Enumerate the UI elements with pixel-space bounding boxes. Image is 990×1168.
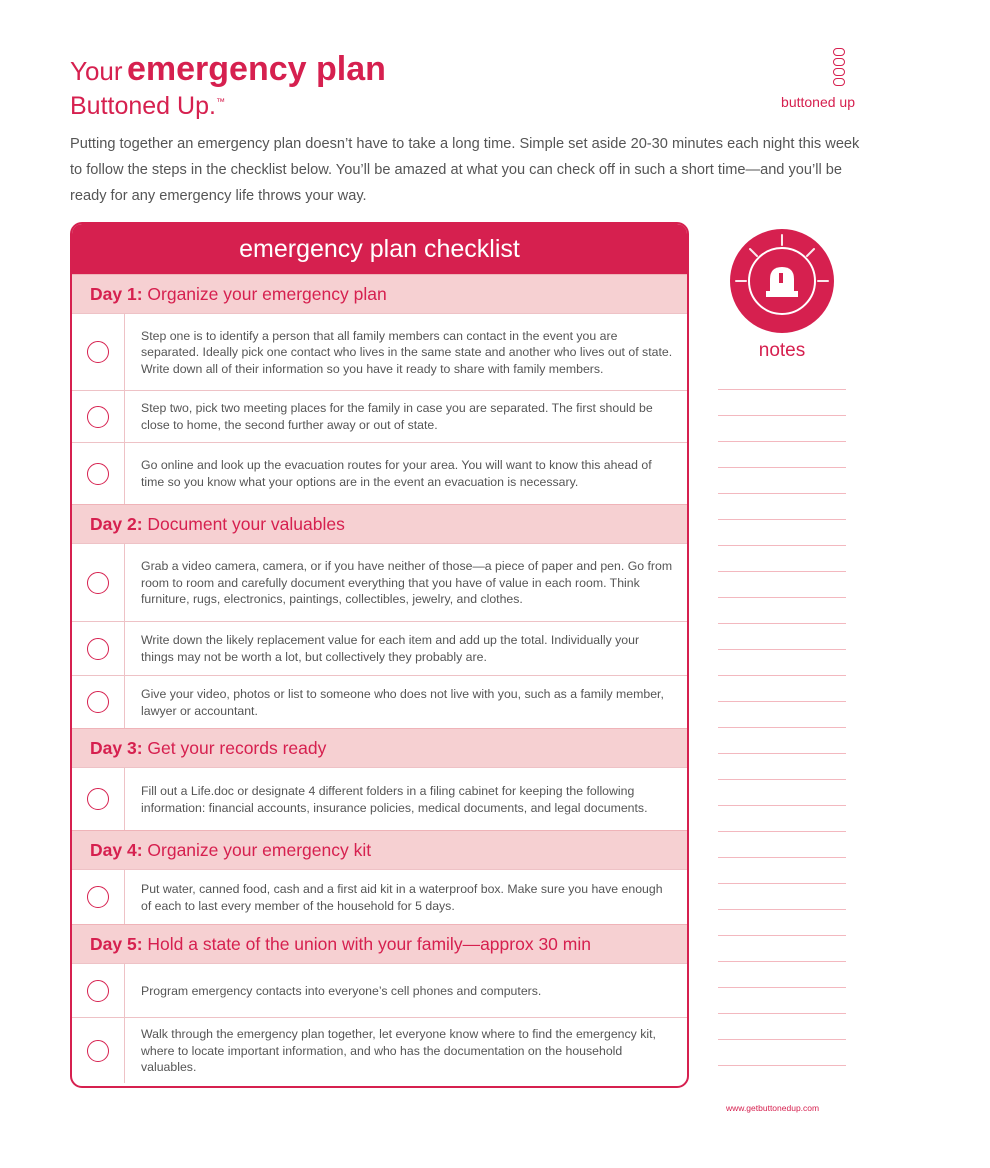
day-4-header (72, 830, 687, 869)
note-line[interactable] (718, 467, 846, 468)
checklist-item (72, 543, 687, 621)
checklist-item (72, 313, 687, 390)
day-3-header (72, 728, 687, 767)
note-line[interactable] (718, 701, 846, 702)
checkbox-circle[interactable] (87, 463, 109, 485)
intro-paragraph: Putting together an emergency plan doesn’t have to take a long time. Simple set aside 20-30 minutes each night this week to follow the steps in the checklist below. You’ll be amazed at what you can check off in such a short time—and you’ll be ready for any emergency life throws your way. (70, 136, 860, 204)
item-text: Go online and look up the evacuation routes for your area. You will want to know this ahead of time so you know what your options are in the event an evacuation is necessary. (141, 458, 652, 489)
checklist-item (72, 1017, 687, 1083)
checklist-item (72, 963, 687, 1017)
checklist-item (72, 390, 687, 442)
item-text: Program emergency contacts into everyone’s cell phones and computers. (141, 983, 542, 998)
item-text: Give your video, photos or list to someone who does not live with you, such as a family member, lawyer or accountant. (141, 686, 664, 718)
day-3-label: Day 3: (90, 738, 143, 758)
note-line[interactable] (718, 987, 846, 988)
item-text: Put water, canned food, cash and a first aid kit in a waterproof box. Make sure you have enough of each to last every member of the household for 5 days. (141, 881, 663, 913)
checkbox-circle[interactable] (87, 341, 109, 363)
note-line[interactable] (718, 545, 846, 546)
item-text: Fill out a Life.doc or designate 4 different folders in a filing cabinet for keeping the following information: financial accounts, insurance policies, medical documents, and legal documents. (141, 783, 648, 815)
day-1-header (72, 274, 687, 313)
note-line[interactable] (718, 389, 846, 390)
checklist-item (72, 675, 687, 728)
checkbox-circle[interactable] (87, 980, 109, 1002)
day-4-label: Day 4: (90, 840, 143, 860)
note-line[interactable] (718, 441, 846, 442)
day-2-title: Document your valuables (147, 514, 345, 534)
note-line[interactable] (718, 1013, 846, 1014)
note-line[interactable] (718, 675, 846, 676)
note-line[interactable] (718, 415, 846, 416)
emergency-siren-icon (730, 229, 834, 333)
checkbox-circle[interactable] (87, 691, 109, 713)
title-main: emergency plan (127, 50, 386, 88)
day-5-label: Day 5: (90, 934, 143, 954)
page-subtitle (70, 92, 225, 121)
checkbox-circle[interactable] (87, 1040, 109, 1062)
note-line[interactable] (718, 753, 846, 754)
trademark-mark: ™ (215, 96, 225, 107)
checkbox-circle[interactable] (87, 788, 109, 810)
note-line[interactable] (718, 571, 846, 572)
checklist-item (72, 767, 687, 830)
item-text: Grab a video camera, camera, or if you have neither of those—a piece of paper and pen. Go from room to room and carefully document everything that you have of value in each room. Think furniture, rugs, electronics, paintings, collectibles, jewelry, and clothes. (141, 559, 673, 607)
notes-label: notes (758, 340, 806, 361)
note-line[interactable] (718, 727, 846, 728)
item-text: Step one is to identify a person that all family members can contact in the event you are separated. Ideally pick one contact who lives in the same state and another who lives out of state. Write down all of their information so you have it ready to share with family members. (141, 328, 673, 376)
day-1-label: Day 1: (90, 284, 143, 304)
note-line[interactable] (718, 935, 846, 936)
day-2-header (72, 504, 687, 543)
title-prefix: Your (70, 56, 123, 86)
checklist-card (70, 222, 689, 1088)
item-text: Walk through the emergency plan together, let everyone know where to find the emergency kit, where to locate important information, and who has the documentation on the household valuables. (141, 1027, 656, 1075)
checkbox-circle[interactable] (87, 406, 109, 428)
footer-url[interactable]: www.getbuttonedup.com (726, 1103, 820, 1113)
note-line[interactable] (718, 519, 846, 520)
day-4-title: Organize your emergency kit (147, 840, 372, 860)
day-2-label: Day 2: (90, 514, 143, 534)
checkbox-circle[interactable] (87, 886, 109, 908)
note-line[interactable] (718, 831, 846, 832)
day-3-title: Get your records ready (147, 738, 327, 758)
note-line[interactable] (718, 1065, 846, 1066)
checkbox-circle[interactable] (87, 638, 109, 660)
day-5-title: Hold a state of the union with your family—approx 30 min (147, 934, 591, 954)
note-line[interactable] (718, 883, 846, 884)
day-5-header (72, 924, 687, 963)
item-text: Write down the likely replacement value for each item and add up the total. Individually your things may not be worth a lot, but collectively they probably are. (141, 633, 640, 664)
checklist-title: emergency plan checklist (72, 224, 687, 274)
note-line[interactable] (718, 597, 846, 598)
checkbox-circle[interactable] (87, 572, 109, 594)
note-line[interactable] (718, 623, 846, 624)
subtitle-text: Buttoned Up. (70, 92, 216, 120)
page-title (70, 50, 386, 89)
note-line[interactable] (718, 805, 846, 806)
day-1-title: Organize your emergency plan (147, 284, 387, 304)
logo-wordmark: buttoned up (781, 94, 855, 110)
note-line[interactable] (718, 961, 846, 962)
checklist-item (72, 621, 687, 675)
item-text: Step two, pick two meeting places for the family in case you are separated. The first should be close to home, the second further away or out of state. (141, 401, 653, 432)
checklist-item (72, 869, 687, 924)
brand-logo (755, 48, 855, 110)
note-line[interactable] (718, 493, 846, 494)
note-line[interactable] (718, 909, 846, 910)
note-line[interactable] (718, 779, 846, 780)
logo-buttons-icon (833, 48, 847, 88)
checklist-item (72, 442, 687, 504)
note-line[interactable] (718, 1039, 846, 1040)
note-line[interactable] (718, 857, 846, 858)
note-line[interactable] (718, 649, 846, 650)
